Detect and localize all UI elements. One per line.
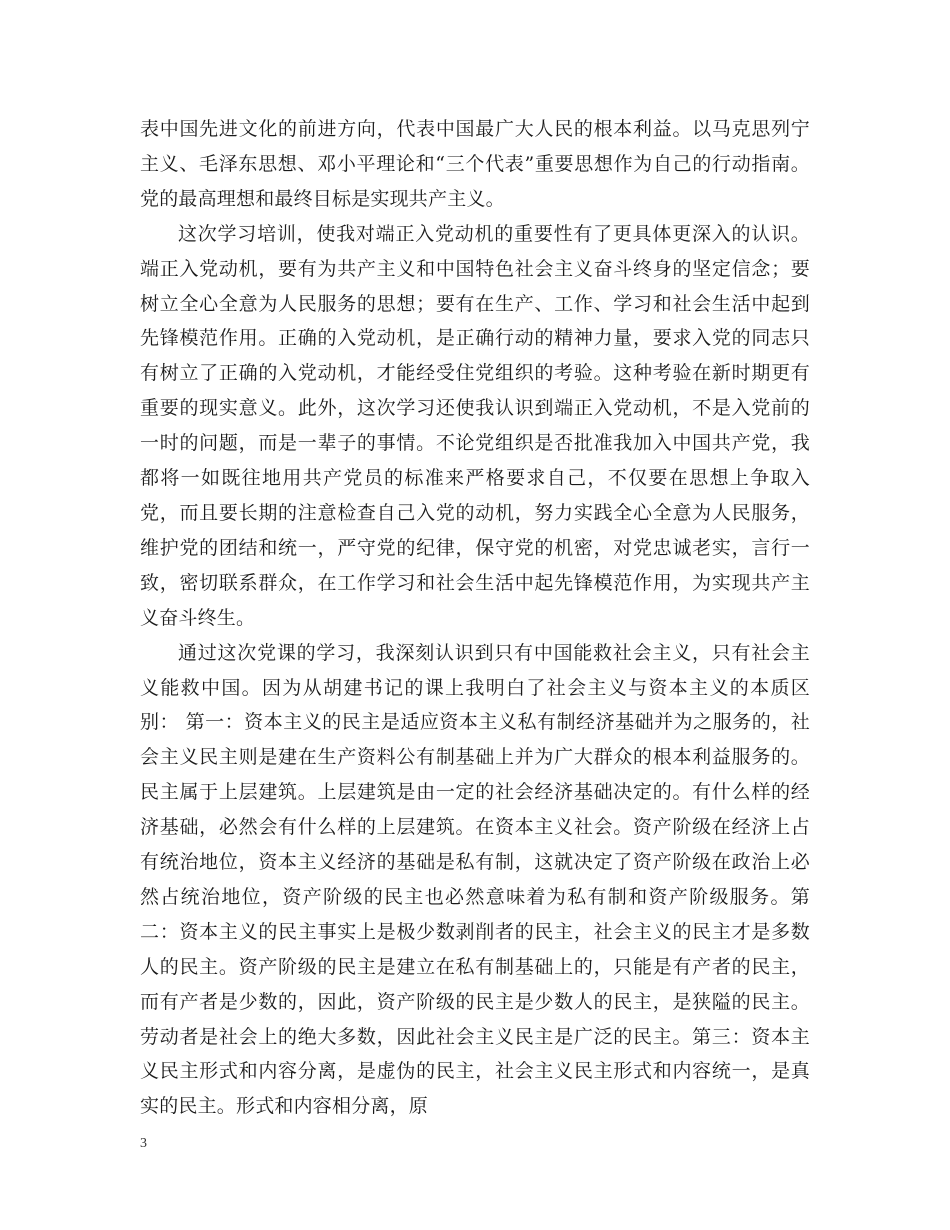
- page-number: 3: [140, 1136, 147, 1151]
- paragraph-party-lesson: 通过这次党课的学习，我深刻认识到只有中国能救社会主义，只有社会主义能救中国。因为从胡建书记的课上我明白了社会主义与资本主义的本质区别： 第一：资本主义的民主是适应资本主义私有制经济基础并为之服务的，社会主义民主则是建在生产资料公有制基础上并为广大群众的根本利益服务的。民主属于上层建筑。上层建筑是由一定的社会经济基础决定的。有什么样的经济基础，必然会有什么样的上层建筑。在资本主义社会。资产阶级在经济上占有统治地位，资本主义经济的基础是私有制，这就决定了资产阶级在政治上必然占统治地位，资产阶级的民主也必然意味着为私有制和资产阶级服务。第二：资本主义的民主事实上是极少数剥削者的民主，社会主义的民主才是多数人的民主。资产阶级的民主是建立在私有制基础上的，只能是有产者的民主，而有产者是少数的，因此，资产阶级的民主是少数人的民主，是狭隘的民主。劳动者是社会上的绝大多数，因此社会主义民主是广泛的民主。第三：资本主义民主形式和内容分离，是虚伪的民主，社会主义民主形式和内容统一，是真实的民主。形式和内容相分离，原: [140, 641, 810, 1118]
- paragraph-continuation: 表中国先进文化的前进方向，代表中国最广大人民的根本利益。以马克思列宁主义、毛泽东思想、邓小平理论和“三个代表”重要思想作为自己的行动指南。党的最高理想和最终目标是实现共产主义。: [140, 118, 810, 210]
- paragraph-study-training: 这次学习培训，使我对端正入党动机的重要性有了更具体更深入的认识。端正入党动机，要有为共产主义和中国特色社会主义奋斗终身的坚定信念；要树立全心全意为人民服务的思想；要有在生产、工作、学习和社会生活中起到先锋模范作用。正确的入党动机，是正确行动的精神力量，要求入党的同志只有树立了正确的入党动机，才能经受住党组织的考验。这种考验在新时期更有重要的现实意义。此外，这次学习还使我认识到端正入党动机，不是入党前的一时的问题，而是一辈子的事情。不论党组织是否批准我加入中国共产党，我都将一如既往地用共产党员的标准来严格要求自己，不仅要在思想上争取入党，而且要长期的注意检查自己入党的动机，努力实践全心全意为人民服务，维护党的团结和统一，严守党的纪律，保守党的机密，对党忠诚老实，言行一致，密切联系群众，在工作学习和社会生活中起先锋模范作用，为实现共产主义奋斗终生。: [140, 222, 810, 629]
- document-body: [140, 112, 810, 1124]
